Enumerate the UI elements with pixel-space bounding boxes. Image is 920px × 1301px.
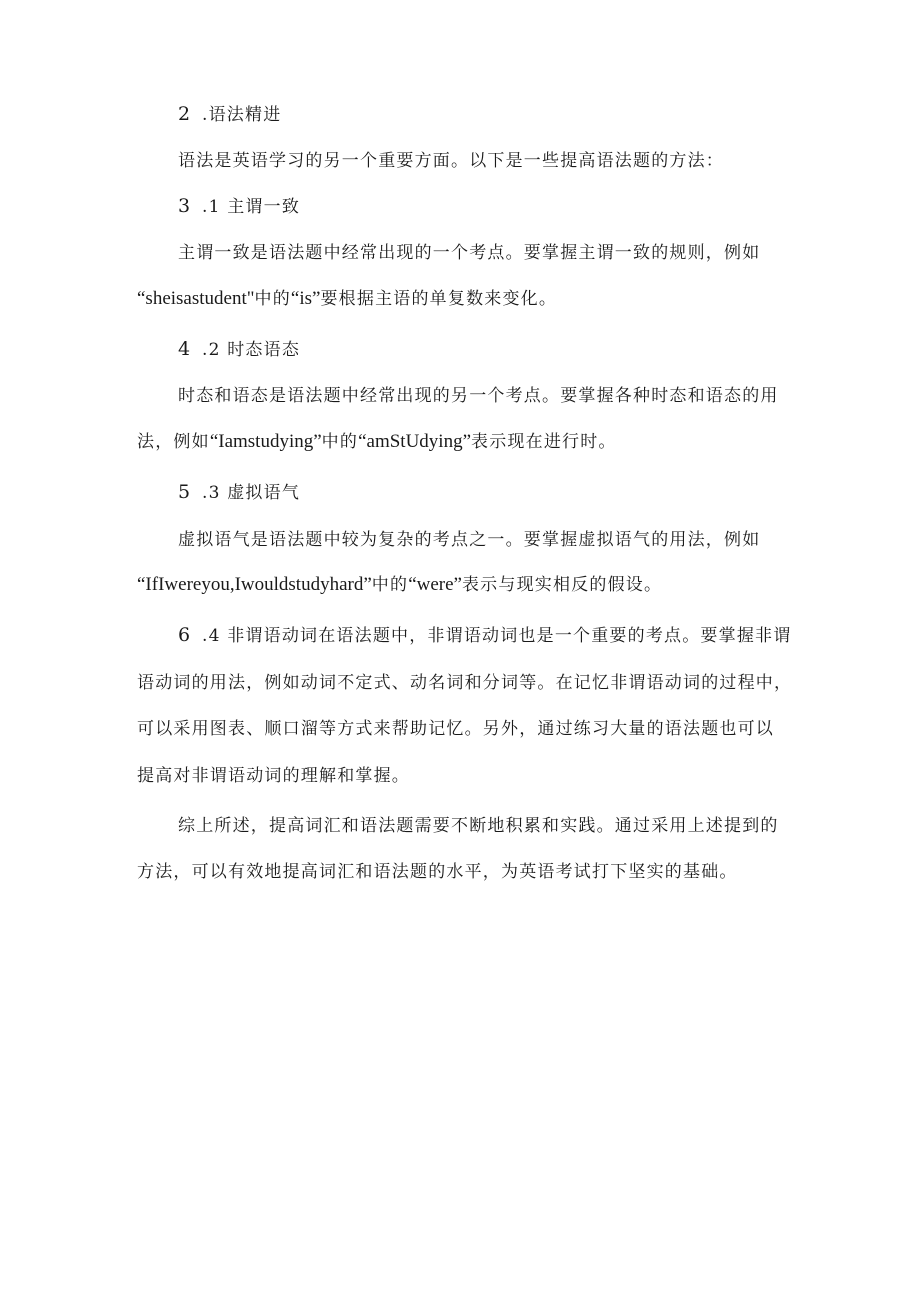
heading-subject-verb-agreement [178,194,300,219]
example-sentence: “sheisastudent" [137,288,255,309]
heading-number: 6 [178,624,192,646]
paragraph-tense-line-2 [137,430,617,454]
text-fragment: 中的 [254,289,291,309]
text-fragment: 表示与现实相反的假设。 [461,575,663,595]
example-word: “amStUdying” [358,431,472,452]
heading-grammar-advance [178,102,281,127]
paragraph-nonfinite-line-3: 提高对非谓语动词的理解和掌握。 [137,766,410,786]
paragraph-summary-line-1: 综上所述，提高词汇和语法题需要不断地积累和实践。通过采用上述提到的 [178,816,779,836]
paragraph-tense-line-1: 时态和语态是语法题中经常出现的另一个考点。要掌握各种时态和语态的用 [178,386,779,406]
example-sentence: “Iamstudying” [209,431,322,452]
paragraph-subjunctive-line-2 [137,573,662,597]
heading-number: 2 [178,103,192,125]
heading-text: .2 时态语态 [202,340,301,360]
paragraph-nonfinite-line-2: 可以采用图表、顺口溜等方式来帮助记忆。另外，通过练习大量的语法题也可以 [137,719,774,739]
example-word: “is” [290,288,321,309]
heading-number: 5 [178,481,192,503]
paragraph-nonfinite-line-1: 语动词的用法，例如动词不定式、动名词和分词等。在记忆非谓语动词的过程中， [137,673,793,693]
text-fragment: 要根据主语的单复数来变化。 [320,289,558,309]
heading-text: .3 虚拟语气 [202,483,301,503]
paragraph-subjunctive-line-1: 虚拟语气是语法题中较为复杂的考点之一。要掌握虚拟语气的用法，例如 [178,530,761,550]
paragraph-subject-verb-line-2 [137,287,557,311]
heading-tense-voice [178,337,300,362]
heading-text: .语法精进 [202,105,282,125]
text-fragment: 表示现在进行时。 [471,432,617,452]
heading-number: 4 [178,338,192,360]
example-sentence: “IfIwereyou,Iwouldstudyhard” [137,574,372,595]
paragraph-summary-line-2: 方法，可以有效地提高词汇和语法题的水平，为英语考试打下坚实的基础。 [137,862,738,882]
heading-number: 3 [178,195,192,217]
paragraph-subject-verb-line-1: 主谓一致是语法题中经常出现的一个考点。要掌握主谓一致的规则，例如 [178,243,761,263]
example-word: “were” [408,574,462,595]
text-fragment: 中的 [321,432,359,452]
heading-text: .1 主谓一致 [202,197,301,217]
heading-subjunctive-mood [178,480,300,505]
heading-text: .4 非谓语动词在语法题中，非谓语动词也是一个重要的考点。要掌握非谓 [202,626,792,646]
text-fragment: 法，例如 [137,432,210,452]
text-fragment: 中的 [371,575,409,595]
heading-nonfinite-verbs [178,623,791,648]
paragraph-intro: 语法是英语学习的另一个重要方面。以下是一些提高语法题的方法： [178,151,724,171]
